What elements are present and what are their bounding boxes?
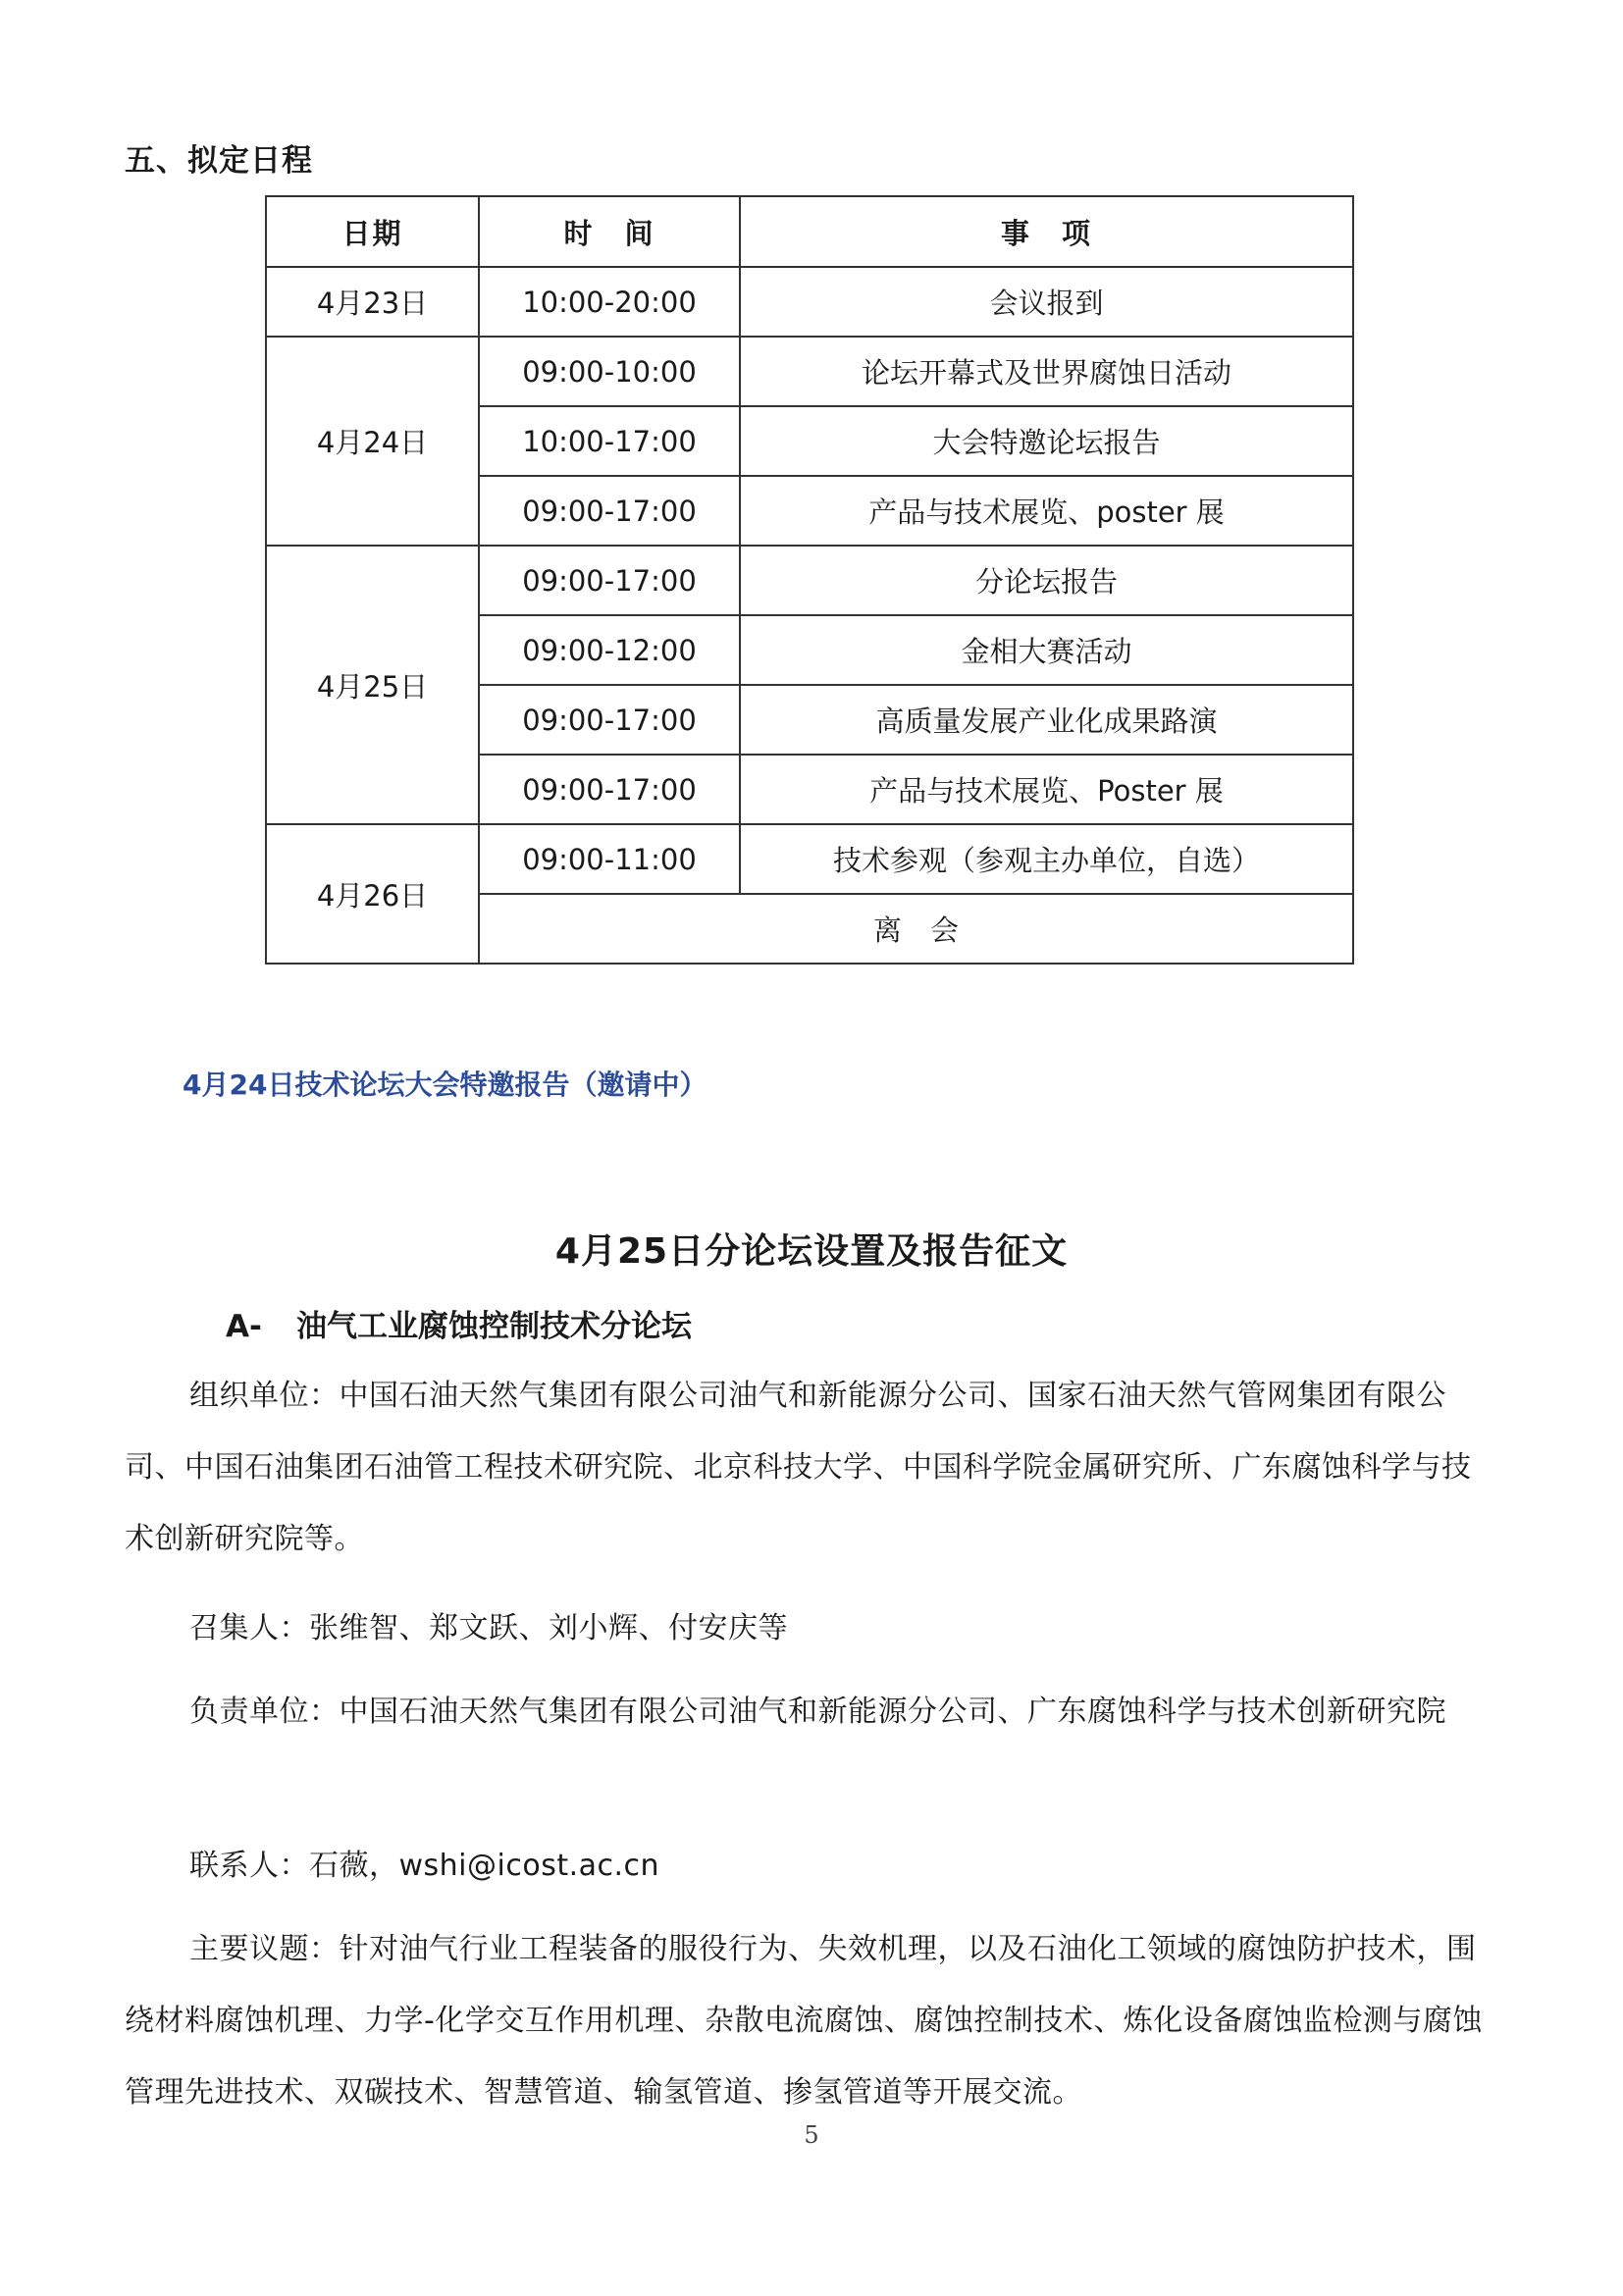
header-time: 时 间	[479, 196, 740, 267]
time-cell: 10:00-20:00	[479, 267, 740, 337]
table-row	[266, 267, 1353, 337]
item-cell: 产品与技术展览、poster 展	[740, 476, 1353, 546]
forum-title	[226, 1301, 692, 1345]
table-header-row	[266, 196, 1353, 267]
responsible-paragraph: 负责单位：中国石油天然气集团有限公司油气和新能源分公司、广东腐蚀科学与技术创新研究院	[189, 1695, 1446, 1729]
time-cell: 09:00-11:00	[479, 824, 740, 894]
forum-name: 油气工业腐蚀控制技术分论坛	[296, 1309, 692, 1344]
time-cell: 09:00-17:00	[479, 755, 740, 824]
item-cell: 高质量发展产业化成果路演	[740, 685, 1353, 755]
header-item: 事 项	[740, 196, 1353, 267]
time-cell: 09:00-10:00	[479, 337, 740, 406]
item-cell: 分论坛报告	[740, 546, 1353, 615]
item-cell: 金相大赛活动	[740, 615, 1353, 685]
time-cell: 09:00-17:00	[479, 476, 740, 546]
table-row	[266, 546, 1353, 615]
date-cell: 4月24日	[266, 337, 479, 546]
item-cell: 会议报到	[740, 267, 1353, 337]
page-number: 5	[804, 2121, 819, 2149]
date-cell: 4月25日	[266, 546, 479, 824]
time-cell: 09:00-17:00	[479, 685, 740, 755]
organizers-paragraph: 组织单位：中国石油天然气集团有限公司油气和新能源分公司、国家石油天然气管网集团有限公司、中国石油集团石油管工程技术研究院、北京科技大学、中国科学院金属研究所、广东腐蚀科学与技术创新研究院等。	[125, 1379, 1472, 1556]
table-row	[266, 337, 1353, 406]
item-cell: 论坛开幕式及世界腐蚀日活动	[740, 337, 1353, 406]
invited-report-line: 4月24日技术论坛大会特邀报告（邀请中）	[183, 1069, 707, 1101]
topics-paragraph: 主要议题：针对油气行业工程装备的服役行为、失效机理，以及石油化工领域的腐蚀防护技术，围绕材料腐蚀机理、力学-化学交互作用机理、杂散电流腐蚀、腐蚀控制技术、炼化设备腐蚀监检测与腐蚀管理先进技术、双碳技术、智慧管道、输氢管道、掺氢管道等开展交流。	[125, 1932, 1483, 2110]
item-cell: 产品与技术展览、Poster 展	[740, 755, 1353, 824]
contact-paragraph: 联系人：石薇，wshi@icost.ac.cn	[189, 1849, 660, 1883]
time-cell: 09:00-12:00	[479, 615, 740, 685]
header-date: 日期	[266, 196, 479, 267]
forum-code: A-	[226, 1309, 262, 1344]
item-cell: 技术参观（参观主办单位，自选）	[740, 824, 1353, 894]
time-cell: 09:00-17:00	[479, 546, 740, 615]
date-cell: 4月23日	[266, 267, 479, 337]
time-cell: 10:00-17:00	[479, 406, 740, 476]
conveners-paragraph: 召集人：张维智、郑文跃、刘小辉、付安庆等	[189, 1611, 788, 1645]
item-cell: 大会特邀论坛报告	[740, 406, 1353, 476]
merged-item-cell: 离 会	[479, 894, 1353, 964]
date-cell: 4月26日	[266, 824, 479, 964]
section-heading: 五、拟定日程	[125, 143, 313, 179]
schedule-table	[265, 195, 1354, 965]
table-row	[266, 824, 1353, 894]
forum-section-title: 4月25日分论坛设置及报告征文	[554, 1231, 1069, 1272]
